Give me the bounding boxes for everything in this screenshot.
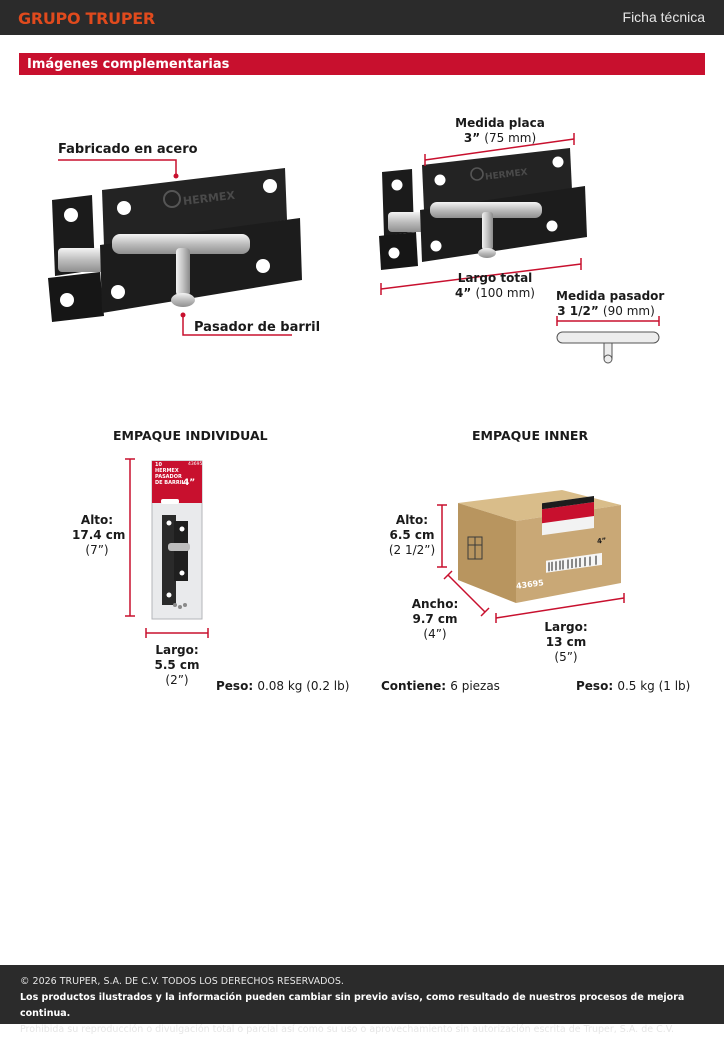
inner-length-metric: 13 cm: [545, 635, 587, 649]
individual-height-imperial: (7”): [85, 543, 109, 557]
inner-weight: Peso: 0.5 kg (1 lb): [576, 679, 691, 693]
inner-contains: Contiene: 6 piezas: [381, 679, 500, 693]
individual-height: [72, 513, 126, 558]
top-bar: [0, 0, 724, 35]
inner-box-illustration: [430, 485, 630, 620]
pack-title-2: DE BARRIL: [155, 480, 185, 486]
individual-weight: Peso: 0.08 kg (0.2 lb): [216, 679, 350, 693]
individual-width-label: Largo:: [155, 643, 199, 657]
individual-width: [152, 643, 202, 688]
barrel-bolt-large: [48, 168, 302, 322]
inner-height-imperial: (2 1/2”): [388, 543, 436, 557]
inner-length-label: Largo:: [544, 620, 588, 634]
inner-depth-label: Ancho:: [411, 597, 459, 611]
inner-height-metric: 6.5 cm: [389, 528, 435, 542]
footer-notice: Los productos ilustrados y la información pueden cambiar sin previo aviso, como resultado de nuestros procesos de mejora continua.: [20, 992, 685, 1019]
footer-copyright: © 2026 TRUPER, S.A. DE C.V. TODOS LOS DERECHOS RESERVADOS.: [20, 976, 344, 987]
footer: [0, 965, 724, 1035]
bolt-value: 3 1/2” (90 mm): [557, 304, 655, 318]
inner-length: [541, 620, 591, 665]
brand-emboss: HERMEX: [182, 188, 236, 209]
total-value: 4” (100 mm): [455, 286, 535, 300]
callout-bolt: Pasador de barril: [194, 320, 321, 335]
box-code: 43695: [515, 578, 545, 591]
inner-height: [387, 513, 437, 558]
inner-length-imperial: (5”): [554, 650, 578, 664]
inner-heading: EMPAQUE INNER: [472, 428, 589, 443]
pack-code: 43695: [188, 462, 203, 467]
pack-size: 4”: [183, 478, 196, 488]
section-title: Imágenes complementarias: [27, 57, 230, 72]
inner-depth: [410, 597, 460, 642]
pack-title-1: PASADOR: [155, 474, 182, 480]
pack-count: 10: [155, 462, 162, 468]
brand-logo: GRUPO TRUPER: [18, 9, 155, 28]
individual-width-metric: 5.5 cm: [154, 658, 200, 672]
section-header: [19, 53, 705, 75]
inner-depth-imperial: (4”): [423, 627, 447, 641]
box-size: 4”: [596, 536, 607, 546]
bolt-label: Medida pasador: [556, 289, 665, 303]
individual-height-label: Alto:: [80, 513, 114, 527]
brand-emboss-small: HERMEX: [484, 167, 529, 183]
footer-legal: Prohibida su reproducción o divulgación total o parcial así como su uso o aprovechamiento sin autorización escrita de Truper, S.A. de C.V.: [20, 1024, 675, 1035]
plate-label: Medida placa: [455, 116, 545, 130]
individual-height-metric: 17.4 cm: [72, 528, 126, 542]
callout-line-material: [58, 160, 176, 175]
inner-depth-metric: 9.7 cm: [412, 612, 458, 626]
bolt-pin-drawing: [557, 332, 659, 363]
product-illustrations: [0, 80, 724, 400]
plate-value: 3” (75 mm): [463, 131, 537, 145]
inner-height-label: Alto:: [395, 513, 429, 527]
callout-material: Fabricado en acero: [58, 142, 198, 157]
document-type: Ficha técnica: [622, 9, 705, 25]
barrel-bolt-small: [379, 148, 587, 270]
pack-label: [155, 462, 185, 486]
individual-width-imperial: (2”): [165, 673, 189, 687]
total-label: Largo total: [457, 271, 533, 285]
pack-brand: HERMEX: [155, 468, 179, 474]
individual-heading: EMPAQUE INDIVIDUAL: [113, 428, 268, 443]
